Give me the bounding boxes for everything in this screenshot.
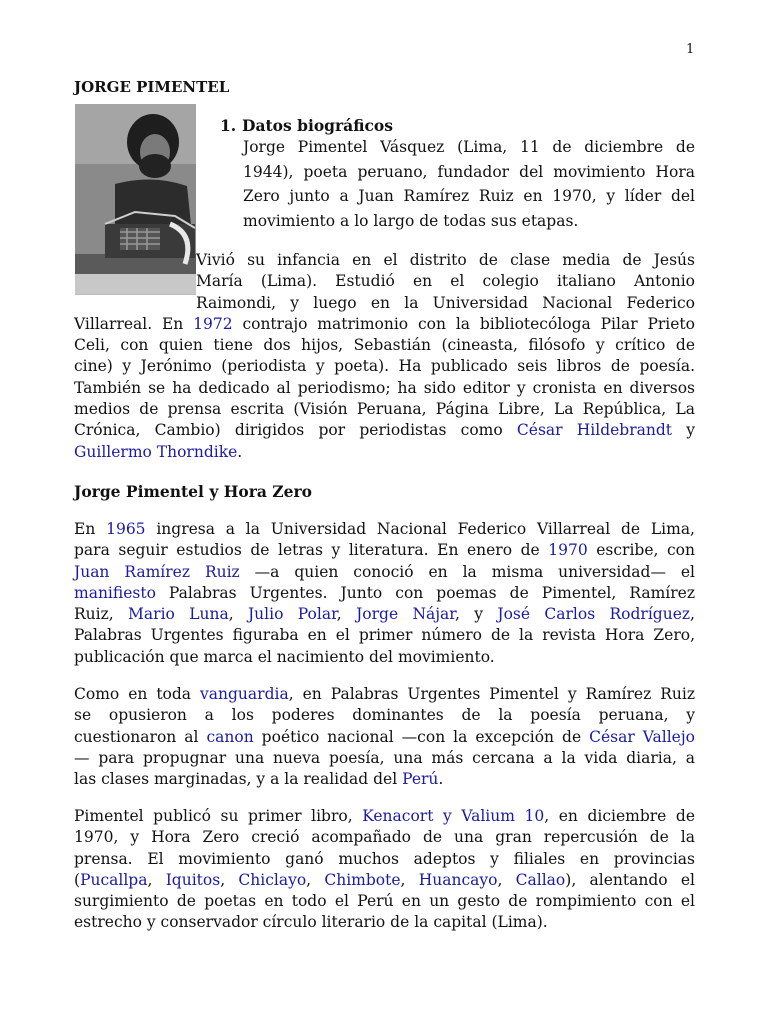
link-iquitos[interactable]: Iquitos [165,870,221,889]
link-1965[interactable]: 1965 [106,520,146,538]
link-manifiesto[interactable]: manifiesto [74,583,156,602]
text-span: Ruiz, [74,605,129,624]
link-julio-polar[interactable]: Julio Polar [247,605,337,624]
text-span: Como en toda [74,685,201,703]
text-span: , [497,870,516,889]
paragraph-vanguardia [74,684,695,790]
text-line: estrecho y conservador círculo literario de la capital (Lima). [74,913,548,932]
text-span: Pimentel publicó su primer libro, [74,807,363,825]
link-kenacort-y-valium-10[interactable]: Kenacort y Valium 10 [362,807,545,825]
text-span: para seguir estudios de letras y literatura. En enero de [74,541,549,560]
text-line: medios de prensa escrita (Visión Peruana, Página Libre, La República, La [74,400,695,419]
page-number: 1 [686,42,695,57]
text-span: Crónica, Cambio) dirigidos por periodistas como [74,421,517,440]
text-line: María (Lima). Estudió en el colegio italiano Antonio [196,272,695,291]
subheading: Jorge Pimentel y Hora Zero [74,482,312,501]
text-span: , [400,870,419,889]
text-line [74,562,695,583]
link-huancayo[interactable]: Huancayo [418,870,498,889]
text-line: 1970, y Hora Zero creció acompañado de una gran repercusión de la [74,828,695,847]
text-span: Palabras Urgentes. Junto con poemas de Pimentel, Ramírez [155,583,695,602]
link-cesar-vallejo[interactable]: César Vallejo [589,727,695,746]
link-1972[interactable]: 1972 [193,314,233,333]
text-span: escribe, con [587,541,695,560]
link-peru[interactable]: Perú [402,770,439,789]
text-span: , en Palabras Urgentes Pimentel y Ramírez Ruiz [288,685,695,703]
bio-line: 1944), poeta peruano, fundador del movimiento Hora [243,162,695,181]
text-span: Villarreal. En [74,314,194,333]
link-cesar-hildebrandt[interactable]: César Hildebrandt [516,421,673,440]
text-line [74,604,695,625]
text-line: cine) y Jerónimo (periodista y poeta). Ha publicado seis libros de poesía. [74,357,695,376]
text-span: , en diciembre de [544,807,696,825]
bio-paragraph [243,135,695,233]
link-1970[interactable]: 1970 [548,541,588,560]
text-span: contrajo matrimonio con la bibliotecóloga Pilar Prieto [232,314,695,333]
paragraph-first-book [74,806,695,934]
section-number: 1. [220,116,237,135]
link-mario-luna[interactable]: Mario Luna [128,605,229,624]
text-line [74,684,695,705]
text-line: Celi, con quien tiene dos hijos, Sebastián (cineasta, filósofo y crítico de [74,336,695,355]
section-title-text: Datos biográficos [242,116,393,135]
text-span: ), alentando el [565,870,695,889]
text-span: poético nacional —con la excepción de [253,727,590,746]
text-line: — para propugnar una nueva poesía, una más cercana a la vida diaria, a [74,748,695,767]
text-span: , [306,870,325,889]
page-title: JORGE PIMENTEL [74,78,230,96]
text-line: prensa. El movimiento ganó muchos adeptos y filiales en provincias [74,849,695,868]
text-line [74,519,695,540]
text-span: , [147,870,166,889]
text-line: Raimondi, y luego en la Universidad Nacional Federico [196,293,695,312]
text-line [74,540,695,561]
link-canon[interactable]: canon [206,727,254,746]
text-span: las clases marginadas, y a la realidad del [74,770,403,789]
link-chimbote[interactable]: Chimbote [324,870,401,889]
text-line [74,806,695,827]
paragraph-childhood [74,250,695,463]
text-span: , [336,605,357,624]
paragraph-hora-zero [74,519,695,668]
text-span: , [220,870,239,889]
text-line: Vivió su infancia en el distrito de clase media de Jesús [196,251,695,269]
text-span: . [438,770,444,789]
text-span: ingresa a la Universidad Nacional Federico Villarreal de Lima, [145,520,695,538]
link-guillermo-thorndike[interactable]: Guillermo Thorndike [74,442,238,461]
text-line [74,870,695,891]
text-span: , y [455,605,498,624]
text-line [74,442,695,463]
text-span: cuestionaron al [74,727,207,746]
text-line: surgimiento de poetas en todo el Perú en un gesto de rompimiento con el [74,892,695,911]
section-title [220,116,393,135]
text-line: También se ha dedicado al periodismo; ha sido editor y cronista en diversos [74,378,695,397]
text-span: —a quien conoció en la misma universidad— el [239,562,695,581]
bio-line: Jorge Pimentel Vásquez (Lima, 11 de diciembre de [243,138,695,156]
link-chiclayo[interactable]: Chiclayo [238,870,307,889]
text-span: . [237,442,243,461]
link-jorge-najar[interactable]: Jorge Nájar [356,605,456,624]
text-line: se opusieron a los poderes dominantes de la poesía peruana, y [74,706,695,725]
text-line [74,583,695,604]
link-juan-ramirez-ruiz[interactable]: Juan Ramírez Ruiz [74,562,240,581]
text-span: , [228,605,248,624]
text-span: y [672,421,695,440]
text-line [74,769,695,790]
link-callao[interactable]: Callao [515,870,566,889]
text-span: ( [74,870,81,889]
text-line: Palabras Urgentes figuraba en el primer número de la revista Hora Zero, [74,626,695,645]
text-line: publicación que marca el nacimiento del movimiento. [74,647,495,666]
bio-line: movimiento a lo largo de todas sus etapas. [243,211,579,230]
text-line [74,420,695,441]
bio-line: Zero junto a Juan Ramírez Ruiz en 1970, y líder del [243,187,695,205]
text-line [74,727,695,748]
link-pucallpa[interactable]: Pucallpa [80,870,148,889]
text-span: En [74,520,107,538]
link-jose-carlos-rodriguez[interactable]: José Carlos Rodríguez [497,605,691,624]
text-line [74,314,695,335]
text-span: , [690,605,695,624]
link-vanguardia[interactable]: vanguardia [200,685,289,703]
